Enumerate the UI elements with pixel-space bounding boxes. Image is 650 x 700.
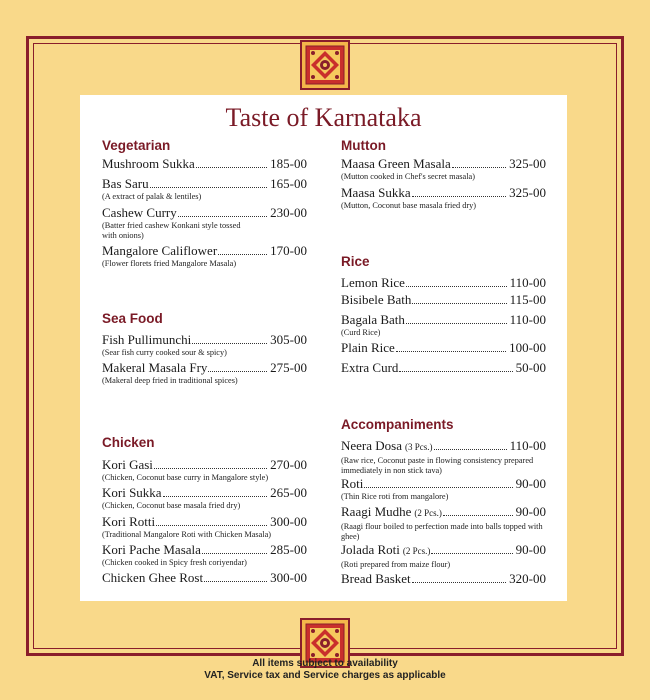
- menu-item: [102, 205, 307, 241]
- item-name: Bread Basket: [341, 571, 411, 586]
- menu-item: [102, 457, 307, 483]
- item-description: (Traditional Mangalore Roti with Chicken Masala): [102, 530, 272, 539]
- item-description: (Thin Rice roti from mangalore): [341, 492, 449, 501]
- item-price: 230-00: [270, 205, 307, 220]
- item-description: (Raagi flour boiled to perfection made into balls topped with ghee): [341, 522, 543, 541]
- item-name: Bas Saru: [102, 176, 149, 191]
- dot-leader: [196, 158, 267, 168]
- item-name: Makeral Masala Fry: [102, 360, 208, 375]
- footer-tax-note: VAT, Service tax and Service charges as applicable: [204, 670, 446, 681]
- menu-item: [341, 504, 546, 542]
- item-description: (Curd Rice): [341, 328, 381, 337]
- dot-leader: [412, 187, 506, 197]
- item-name: Mangalore Califlower: [102, 243, 218, 258]
- tile-ornament-icon: [300, 40, 350, 90]
- item-description: (Chicken cooked in Spicy fresh coriyendar): [102, 558, 247, 567]
- item-price: 90-00: [515, 542, 546, 557]
- dot-leader: [434, 440, 507, 450]
- dot-leader: [178, 207, 267, 217]
- menu-item: [102, 243, 307, 269]
- dot-leader: [399, 362, 512, 372]
- item-description: (Roti prepared from maize flour): [341, 560, 451, 569]
- item-description: (Raw rice, Coconut paste in flowing consistency prepared immediately in non stick tava): [341, 456, 534, 475]
- dot-leader: [364, 478, 512, 488]
- menu-item: [102, 514, 307, 540]
- menu-item: [341, 312, 546, 338]
- item-name: Lemon Rice: [341, 275, 405, 290]
- dot-leader: [443, 506, 513, 516]
- menu-item: [341, 438, 546, 476]
- item-description: (Sear fish curry cooked sour & spicy): [102, 348, 227, 357]
- dot-leader: [412, 573, 506, 583]
- item-price: 320-00: [509, 571, 546, 586]
- item-name: Extra Curd: [341, 360, 399, 375]
- item-price: 275-00: [270, 360, 307, 375]
- item-price: 325-00: [509, 185, 546, 200]
- item-name: Kori Sukka: [102, 485, 162, 500]
- item-price: 285-00: [270, 542, 307, 557]
- item-name: Bisibele Bath: [341, 292, 412, 307]
- footer-availability-note: All items subject to availability: [252, 658, 398, 669]
- item-description: (A extract of palak & lentiles): [102, 192, 202, 201]
- item-name: Bagala Bath: [341, 312, 405, 327]
- item-price: 265-00: [270, 485, 307, 500]
- menu-item: [102, 156, 307, 171]
- section-title-rice: Rice: [341, 254, 370, 269]
- menu-item: [102, 570, 307, 585]
- item-description: (Mutton cooked in Chef's secret masala): [341, 172, 475, 181]
- item-name: Chicken Ghee Rost: [102, 570, 204, 585]
- item-price: 90-00: [515, 476, 546, 491]
- item-price: 50-00: [515, 360, 546, 375]
- item-price: 165-00: [270, 176, 307, 191]
- menu-item: [341, 156, 546, 182]
- section-title-seafood: Sea Food: [102, 311, 163, 326]
- item-description: (Chicken, Coconut base masala fried dry): [102, 501, 241, 510]
- item-name: Jolada Roti: [341, 542, 400, 557]
- section-title-vegetarian: Vegetarian: [102, 138, 171, 153]
- section-title-accompaniments: Accompaniments: [341, 417, 454, 432]
- menu-item: [341, 476, 546, 502]
- item-name: Kori Gasi: [102, 457, 153, 472]
- item-name: Mushroom Sukka: [102, 156, 195, 171]
- menu-item: [341, 185, 546, 211]
- dot-leader: [150, 178, 268, 188]
- dot-leader: [406, 277, 507, 287]
- item-price: 110-00: [509, 312, 546, 327]
- menu-item: [341, 340, 546, 355]
- item-price: 305-00: [270, 332, 307, 347]
- item-name: Kori Pache Masala: [102, 542, 201, 557]
- item-quantity: (2 Pcs.): [402, 546, 431, 556]
- item-price: 115-00: [509, 292, 546, 307]
- menu-item: [102, 332, 307, 358]
- item-name: Fish Pullimunchi: [102, 332, 192, 347]
- item-name: Plain Rice: [341, 340, 395, 355]
- item-price: 90-00: [515, 504, 546, 519]
- dot-leader: [163, 487, 268, 497]
- item-name: Cashew Curry: [102, 205, 177, 220]
- item-price: 185-00: [270, 156, 307, 171]
- item-description: (Batter fried cashew Konkani style tossed with onions): [102, 221, 241, 240]
- dot-leader: [154, 459, 267, 469]
- menu-title: Taste of Karnataka: [225, 103, 422, 132]
- dot-leader: [396, 342, 506, 352]
- dot-leader: [218, 245, 267, 255]
- menu-item: [102, 485, 307, 511]
- section-title-mutton: Mutton: [341, 138, 386, 153]
- item-price: 300-00: [270, 514, 307, 529]
- item-description: (Mutton, Coconut base masala fried dry): [341, 201, 477, 210]
- item-price: 300-00: [270, 570, 307, 585]
- dot-leader: [156, 516, 267, 526]
- menu-item: [102, 360, 307, 386]
- menu-item: [341, 360, 546, 375]
- item-name: Maasa Green Masala: [341, 156, 451, 171]
- item-description: (Flower florets fried Mangalore Masala): [102, 259, 237, 268]
- dot-leader: [202, 544, 267, 554]
- item-description: (Chicken, Coconut base curry in Mangalore style): [102, 473, 269, 482]
- item-quantity: (3 Pcs.): [405, 442, 433, 452]
- menu-item: [102, 176, 307, 202]
- dot-leader: [406, 314, 507, 324]
- dot-leader: [204, 572, 267, 582]
- dot-leader: [192, 334, 267, 344]
- item-name: Kori Rotti: [102, 514, 156, 529]
- menu-item: [341, 571, 546, 586]
- menu-item: [341, 542, 546, 570]
- item-price: 110-00: [509, 438, 546, 453]
- menu-card: [80, 95, 567, 601]
- item-name: Raagi Mudhe: [341, 504, 412, 519]
- item-description: (Makeral deep fried in traditional spices): [102, 376, 238, 385]
- item-price: 100-00: [509, 340, 546, 355]
- menu-item: [341, 275, 546, 290]
- menu-item: [102, 542, 307, 568]
- section-title-chicken: Chicken: [102, 435, 155, 450]
- dot-leader: [208, 362, 267, 372]
- item-name: Roti: [341, 476, 364, 491]
- item-name: Neera Dosa: [341, 438, 402, 453]
- dot-leader: [452, 158, 506, 168]
- menu-item: [341, 292, 546, 307]
- item-price: 325-00: [509, 156, 546, 171]
- item-price: 170-00: [270, 243, 307, 258]
- item-quantity: (2 Pcs.): [414, 508, 442, 518]
- item-name: Maasa Sukka: [341, 185, 411, 200]
- menu-footer: [0, 658, 650, 682]
- dot-leader: [431, 544, 512, 554]
- dot-leader: [412, 294, 506, 304]
- item-price: 270-00: [270, 457, 307, 472]
- item-price: 110-00: [509, 275, 546, 290]
